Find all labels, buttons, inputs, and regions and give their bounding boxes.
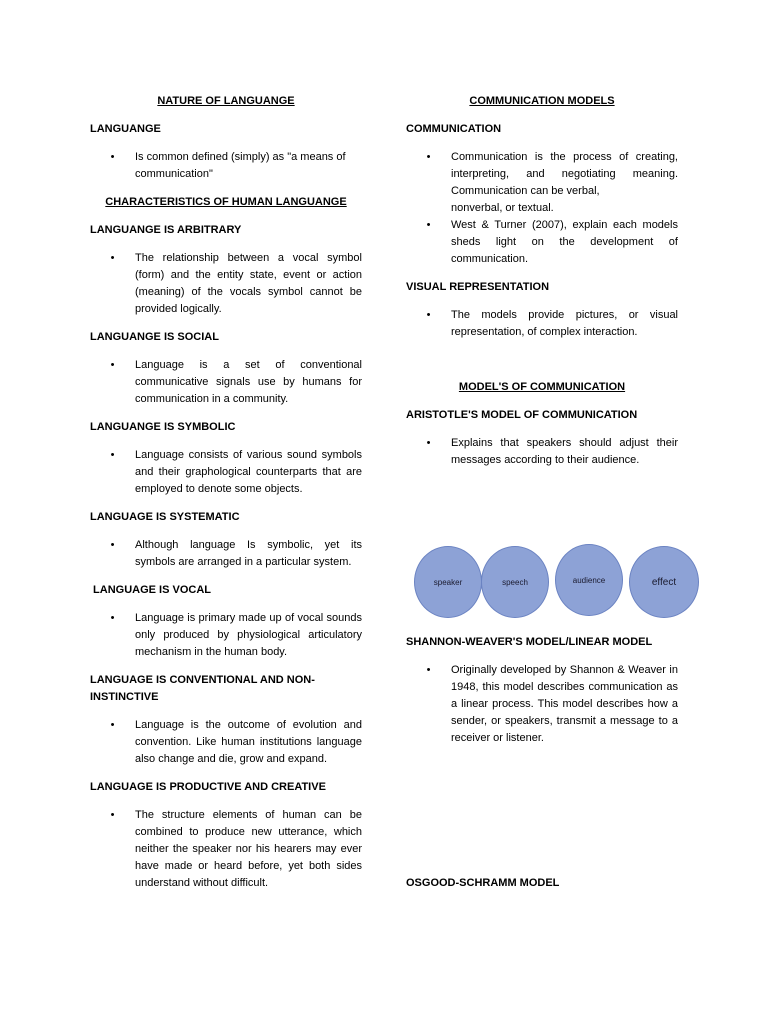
left-column — [90, 93, 362, 892]
bullet-marker: • — [110, 612, 115, 624]
osgood-heading: OSGOOD-SCHRAMM MODEL — [406, 877, 560, 889]
communication-models-title: COMMUNICATION MODELS — [469, 95, 615, 107]
communication-text-1a: Communication is the process of creating, interpreting, and negotiating meaning. Communication can be verbal, — [451, 151, 678, 197]
aristotle-text: Explains that speakers should adjust their messages according to their audience. — [451, 437, 678, 466]
section-text-arbitrary: The relationship between a vocal symbol (form) and the entity state, event or action (meaning) of the vocals symbol cannot be provided logically. — [135, 252, 362, 315]
section-item-systematic — [90, 537, 362, 571]
bullet-marker: • — [110, 809, 115, 821]
section-text-systematic: Although language Is symbolic, yet its symbols are arranged in a particular system. — [135, 539, 362, 568]
section-heading-symbolic: LANGUANGE IS SYMBOLIC — [90, 421, 236, 433]
section-item-vocal — [90, 610, 362, 661]
section-item-social — [90, 357, 362, 408]
shannon-section — [406, 634, 678, 747]
section-text-productive: The structure elements of human can be combined to produce new utterance, which neither the speaker nor his hearers may ever have made or heard before, yet both sides understand without difficult. — [135, 809, 362, 889]
section-item-conventional — [90, 717, 362, 768]
section-item-productive — [90, 807, 362, 892]
bullet-marker: • — [426, 219, 431, 231]
aristotle-item — [406, 435, 678, 469]
right-column — [406, 93, 678, 469]
aristotle-heading: ARISTOTLE'S MODEL OF COMMUNICATION — [406, 409, 638, 421]
diagram-circle-audience: audience — [555, 544, 623, 616]
section-heading-arbitrary: LANGUANGE IS ARBITRARY — [90, 224, 242, 236]
shannon-text: Originally developed by Shannon & Weaver in 1948, this model describes communication as a linear process. This model describes how a sender, or speakers, transmit a message to a receiver or listener. — [451, 664, 678, 744]
visual-representation-text: The models provide pictures, or visual representation, of complex interaction. — [451, 309, 678, 338]
bullet-marker: • — [110, 449, 115, 461]
communication-item-1 — [406, 149, 678, 217]
shannon-item — [406, 662, 678, 747]
communication-text-1 — [451, 149, 678, 217]
diagram-circle-speaker: speaker — [414, 546, 482, 618]
section-heading-productive: LANGUAGE IS PRODUCTIVE AND CREATIVE — [90, 781, 326, 793]
bullet-marker: • — [426, 437, 431, 449]
section-heading-vocal: LANGUAGE IS VOCAL — [90, 584, 212, 596]
section-item-symbolic — [90, 447, 362, 498]
section-text-vocal: Language is primary made up of vocal sounds only produced by physiological articulatory mechanism in the human body. — [135, 612, 362, 658]
visual-representation-heading: VISUAL REPRESENTATION — [406, 281, 550, 293]
shannon-heading: SHANNON-WEAVER'S MODEL/LINEAR MODEL — [406, 636, 653, 648]
visual-representation-item — [406, 307, 678, 341]
communication-text-1b: nonverbal, or textual. — [451, 202, 554, 214]
bullet-marker: • — [110, 539, 115, 551]
section-item-arbitrary — [90, 250, 362, 318]
language-definition-text: Is common defined (simply) as "a means of communication" — [135, 151, 346, 180]
communication-heading: COMMUNICATION — [406, 123, 502, 135]
diagram-circle-effect: effect — [629, 546, 699, 618]
nature-of-language-title: NATURE OF LANGUANGE — [157, 95, 295, 107]
language-definition-item — [90, 149, 362, 183]
bullet-marker: • — [110, 151, 115, 163]
osgood-section — [406, 875, 678, 892]
communication-item-2 — [406, 217, 678, 268]
section-heading-systematic: LANGUAGE IS SYSTEMATIC — [90, 511, 240, 523]
bullet-marker: • — [110, 252, 115, 264]
models-of-communication-title: MODEL'S OF COMMUNICATION — [458, 381, 626, 393]
bullet-marker: • — [110, 719, 115, 731]
section-text-conventional: Language is the outcome of evolution and convention. Like human institutions language also change and die, grow and expand. — [135, 719, 362, 765]
bullet-marker: • — [110, 359, 115, 371]
language-heading: LANGUANGE — [90, 123, 161, 135]
communication-text-2: West & Turner (2007), explain each models sheds light on the development of communication. — [451, 219, 678, 265]
section-heading-social: LANGUANGE IS SOCIAL — [90, 331, 219, 343]
bullet-marker: • — [426, 664, 431, 676]
section-heading-conventional: LANGUAGE IS CONVENTIONAL AND NON-INSTINCTIVE — [90, 674, 315, 703]
section-text-symbolic: Language consists of various sound symbols and their graphological counterparts that are employed to denote some objects. — [135, 449, 362, 495]
bullet-marker: • — [426, 309, 431, 321]
bullet-marker: • — [426, 151, 431, 163]
diagram-circle-speech: speech — [481, 546, 549, 618]
characteristics-title: CHARACTERISTICS OF HUMAN LANGUANGE — [105, 196, 347, 208]
section-text-social: Language is a set of conventional communicative signals use by humans for communication in a community. — [135, 359, 362, 405]
